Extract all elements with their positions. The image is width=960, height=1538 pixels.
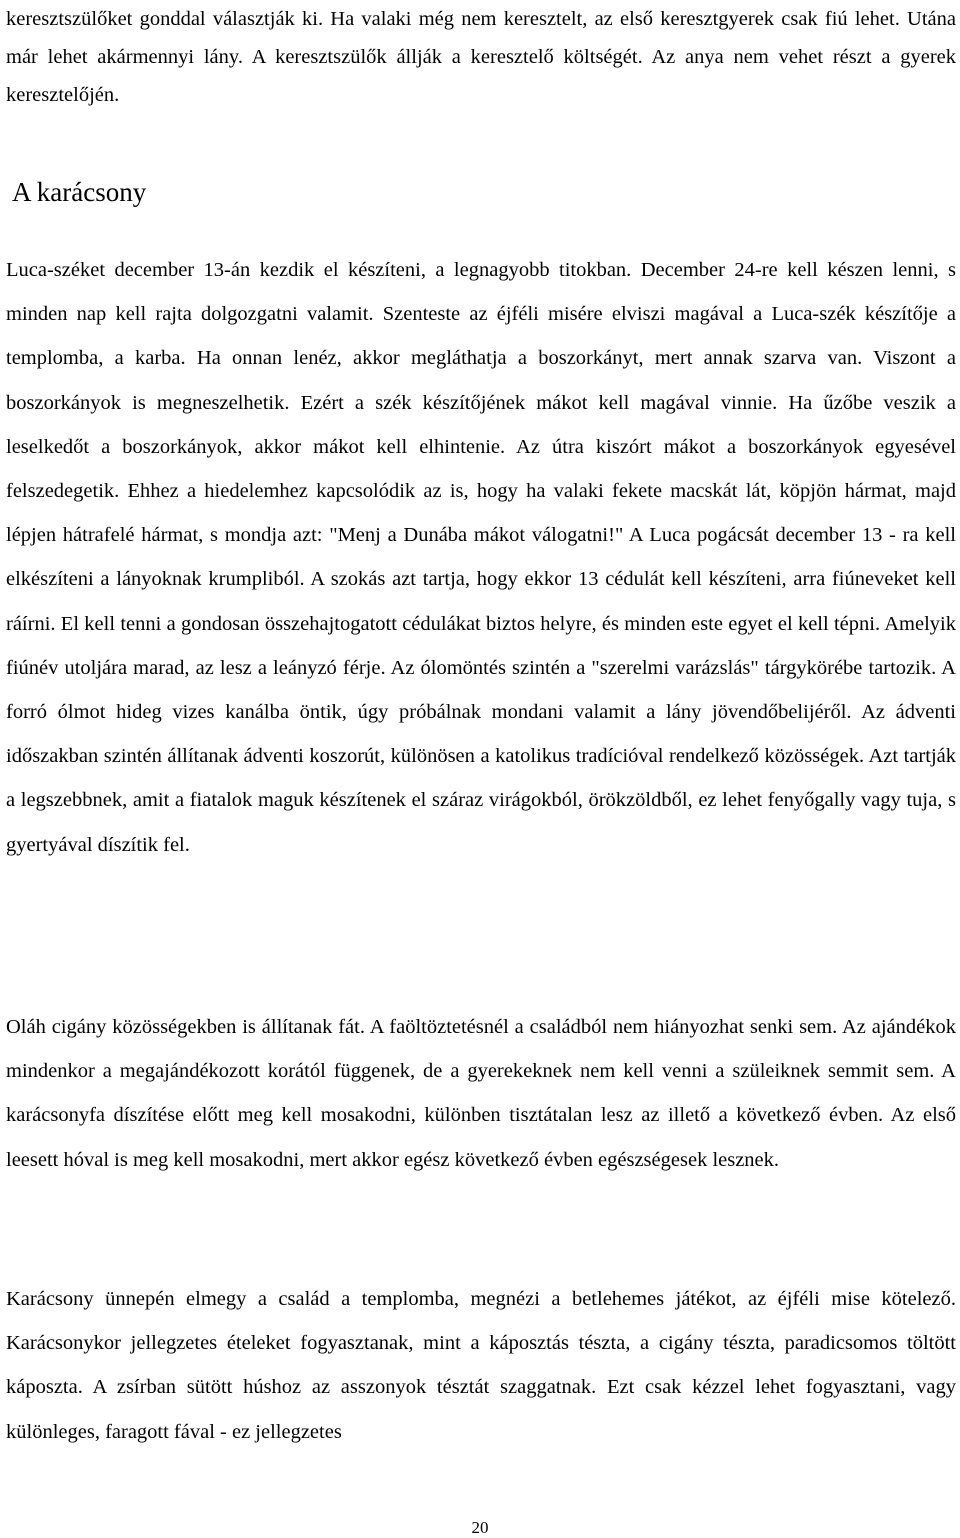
page-number: 20 xyxy=(471,1518,489,1537)
section-heading: A karácsony xyxy=(12,177,147,207)
paragraph-karacsony: Karácsony ünnepén elmegy a család a templomba, megnézi a betlehemes játékot, az éjféli mise kötelező. Karácsonykor jellegzetes ételeket fogyasztanak, mint a káposztás tészta, a cigány tészta, paradicsomos töltött káposzta. A zsírban sütött húshoz az asszonyok tésztát szaggatnak. Ezt csak kézzel lehet fogyasztani, vagy különleges, faragott fával - ez jellegzetes xyxy=(6,1288,956,1443)
paragraph-luca: Luca-széket december 13-án kezdik el készíteni, a legnagyobb titokban. December 24-re kell készen lenni, s minden nap kell rajta dolgozgatni valamit. Szenteste az éjféli misére elviszi magával a Luca-szék készítője a templomba, a karba. Ha onnan lenéz, akkor megláthatja a boszorkányt, mert annak szarva van. Viszont a boszorkányok is megneszelhetik. Ezért a szék készítőjének mákot kell magával vinnie. Ha űzőbe veszik a leselkedőt a boszorkányok, akkor mákot kell elhintenie. Az útra kiszórt mákot a boszorkányok egyesével felszedegetik. Ehhez a hiedelemhez kapcsolódik az is, hogy ha valaki fekete macskát lát, köpjön hármat, majd lépjen hátrafelé hármat, s mondja azt: "Menj a Dunába mákot válogatni!" A Luca pogácsát december 13 - ra kell elkészíteni a lányoknak krumpliból. A szokás azt tartja, hogy ekkor 13 cédulát kell készíteni, arra fiúneveket kell ráírni. El kell tenni a gondosan összehajtogatott cédulákat biztos helyre, és minden este egyet el kell tépni. Amelyik fiúnév utoljára marad, az lesz a leányzó férje. Az ólomöntés szintén a "szerelmi varázslás" tárgykörébe tartozik. A forró ólmot hideg vizes kanálba öntik, úgy próbálnak mondani valamit a lány jövendőbelijéről. Az ádventi időszakban szintén állítanak ádventi koszorút, különösen a katolikus tradícióval rendelkező közösségek. Azt tartják a legszebbnek, amit a fiatalok maguk készítenek el száraz virágokból, örökzöldből, ez lehet fenyőgally vagy tuja, s gyertyával díszítik fel. xyxy=(6,259,956,856)
intro-paragraph: keresztszülőket gonddal választják ki. Ha valaki még nem keresztelt, az első keresztgyerek csak fiú lehet. Utána már lehet akármennyi lány. A keresztszülők állják a keresztelő költségét. Az anya nem vehet részt a gyerek keresztelőjén. xyxy=(6,8,956,106)
paragraph-olah: Oláh cigány közösségekben is állítanak fát. A faöltöztetésnél a családból nem hiányozhat senki sem. Az ajándékok mindenkor a megajándékozott korától függenek, de a gyerekeknek nem kell venni a szüleiknek semmit sem. A karácsonyfa díszítése előtt meg kell mosakodni, különben tisztátalan lesz az illető a következő évben. Az első leesett hóval is meg kell mosakodni, mert akkor egész következő évben egészségesek lesznek. xyxy=(6,1016,956,1171)
